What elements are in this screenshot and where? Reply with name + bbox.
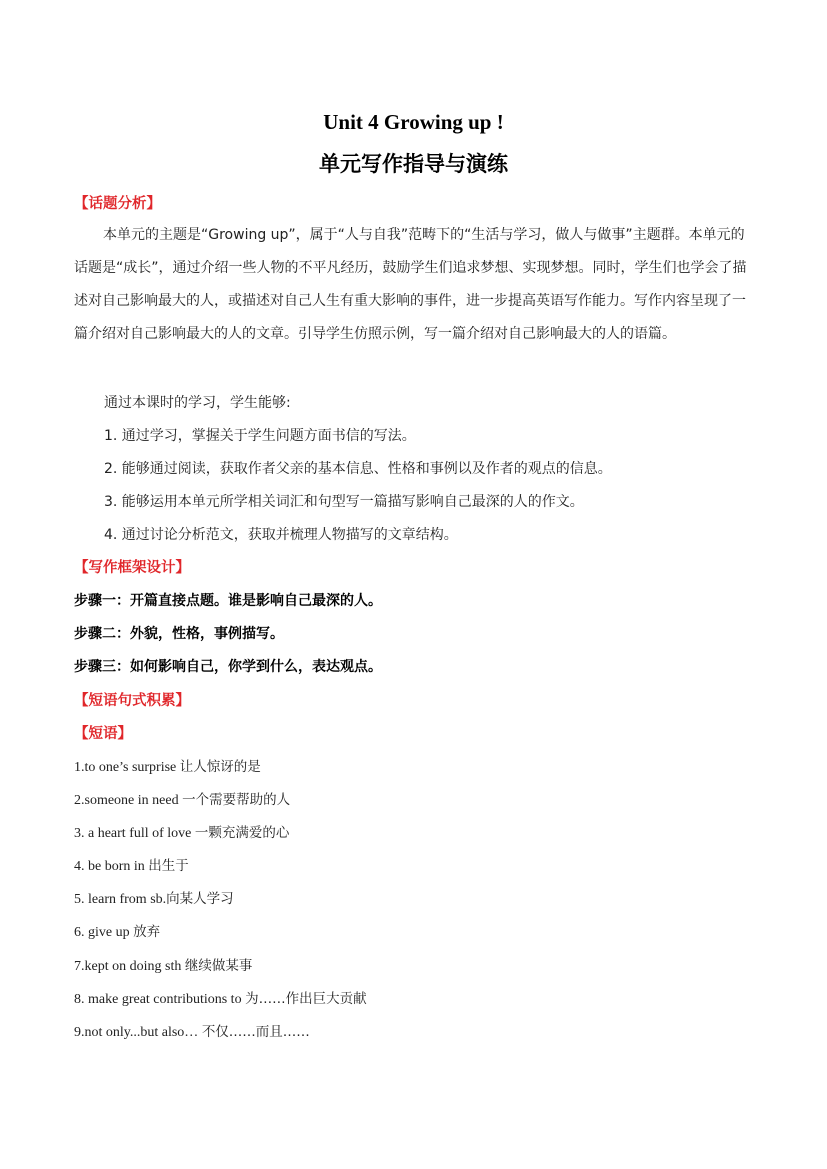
learning-goal-3: 3. 能够运用本单元所学相关词汇和句型写一篇描写影响自己最深的人的作文。 (104, 494, 584, 510)
framework-step-1: 步骤一：开篇直接点题。谁是影响自己最深的人。 (74, 593, 382, 609)
phrase-english: 5. learn from sb. (74, 892, 167, 907)
phrase-english: 8. make great contributions to (74, 992, 246, 1007)
phrase-chinese: 出生于 (148, 858, 189, 874)
framework-heading: 【写作框架设计】 (74, 560, 190, 576)
phrase-english: 1.to one’s surprise (74, 760, 180, 775)
phrase-chinese: 为……作出巨大贡献 (245, 991, 367, 1007)
phrase-item (74, 757, 261, 778)
phrase-chinese: 让人惊讶的是 (179, 759, 261, 775)
phrase-english: 4. be born in (74, 859, 149, 874)
phrase-chinese: 放弃 (133, 924, 161, 940)
framework-step-2: 步骤二：外貌，性格，事例描写。 (74, 626, 284, 642)
topic-analysis-paragraph: 本单元的主题是“Growing up”，属于“人与自我”范畴下的“生活与学习，做人与做事”主题群。本单元的话题是“成长”，通过介绍一些人物的不平凡经历，鼓励学生们追求梦想、实现梦想。同时，学生们也学会了描述对自己影响最大的人，或描述对自己人生有重大影响的事件，进一步提高英语写作能力。写作内容呈现了一篇介绍对自己影响最大的人的文章。引导学生仿照示例，写一篇介绍对自己影响最大的人的语篇。 (74, 227, 747, 342)
phrase-english: 9.not only...but also… (74, 1025, 202, 1040)
phrase-english: 2.someone in need (74, 793, 183, 808)
learning-goal-2: 2. 能够通过阅读，获取作者父亲的基本信息、性格和事例以及作者的观点的信息。 (104, 461, 612, 477)
phrase-item (74, 823, 289, 844)
phrase-chinese: 一个需要帮助的人 (182, 792, 291, 808)
phrases-section-heading: 【短语句式积累】 (74, 693, 190, 709)
phrase-chinese: 一颗充满爱的心 (194, 825, 290, 841)
framework-step-3: 步骤三：如何影响自己，你学到什么，表达观点。 (74, 659, 382, 675)
phrase-item (74, 790, 290, 811)
document-title-english: Unit 4 Growing up ! (323, 110, 504, 134)
phrase-english: 7.kept on doing sth (74, 959, 185, 974)
phrase-english: 6. give up (74, 925, 134, 940)
phrase-chinese: 继续做某事 (184, 958, 253, 974)
phrase-item (74, 856, 189, 877)
phrase-english: 3. a heart full of love (74, 826, 195, 841)
phrase-item (74, 922, 160, 943)
phrase-chinese: 不仅……而且…… (201, 1024, 310, 1040)
document-title-chinese: 单元写作指导与演练 (319, 152, 508, 176)
phrase-item (74, 956, 252, 977)
learning-intro: 通过本课时的学习，学生能够: (104, 395, 291, 411)
phrases-subheading: 【短语】 (74, 726, 132, 742)
phrase-item (74, 1022, 310, 1043)
learning-goal-1: 1. 通过学习，掌握关于学生问题方面书信的写法。 (104, 428, 416, 444)
phrase-chinese: 向某人学习 (166, 891, 234, 907)
learning-goal-4: 4. 通过讨论分析范文，获取并梳理人物描写的文章结构。 (104, 527, 458, 543)
topic-analysis-heading: 【话题分析】 (74, 196, 161, 212)
phrase-item (74, 989, 367, 1010)
phrase-item (74, 889, 234, 910)
